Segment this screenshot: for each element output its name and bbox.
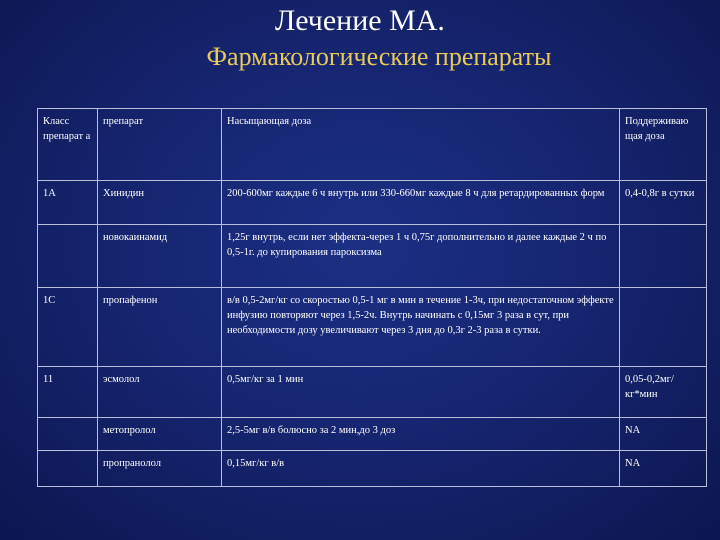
table-header-row (38, 109, 707, 181)
cell-drug: эсмолол (98, 367, 222, 418)
table-row (38, 181, 707, 225)
header-drug-class: Класс препарат а (38, 109, 98, 181)
cell-maintenance-dose: 0,4-0,8г в сутки (620, 181, 707, 225)
cell-loading-dose: 1,25г внутрь, если нет эффекта-через 1 ч 0,75г дополнительно и далее каждые 2 ч по 0,5-1г. до купирования пароксизма (222, 225, 620, 288)
table-row (38, 418, 707, 451)
cell-drug-class: 1С (38, 288, 98, 367)
header-maintenance-dose: Поддерживаю щая доза (620, 109, 707, 181)
cell-maintenance-dose: NA (620, 451, 707, 487)
cell-loading-dose: 0,5мг/кг за 1 мин (222, 367, 620, 418)
cell-drug-class (38, 418, 98, 451)
cell-loading-dose: в/в 0,5-2мг/кг со скоростью 0,5-1 мг в мин в течение 1-3ч, при недостаточном эффекте инфузию повторяют через 1,5-2ч. Внутрь начинать с 0,15мг 3 раза в сут, при необходимости дозу увеличивают через 3 дня до 0,3г 2-3 раза в сутки. (222, 288, 620, 367)
slide-title: Лечение МА. (275, 4, 445, 37)
slide-subtitle: Фармакологические препараты (206, 42, 552, 71)
header-loading-dose: Насыщающая доза (222, 109, 620, 181)
table-row (38, 451, 707, 487)
cell-loading-dose: 200-600мг каждые 6 ч внутрь или 330-660мг каждые 8 ч для ретардированных форм (222, 181, 620, 225)
cell-maintenance-dose: NA (620, 418, 707, 451)
cell-drug: пропранолол (98, 451, 222, 487)
cell-maintenance-dose (620, 225, 707, 288)
cell-maintenance-dose (620, 288, 707, 367)
cell-drug: Хинидин (98, 181, 222, 225)
header-drug: препарат (98, 109, 222, 181)
cell-drug-class (38, 451, 98, 487)
cell-drug-class: 11 (38, 367, 98, 418)
cell-loading-dose: 2,5-5мг в/в болюсно за 2 мин,до 3 доз (222, 418, 620, 451)
table-row (38, 367, 707, 418)
cell-drug: пропафенон (98, 288, 222, 367)
cell-drug: новокаинамид (98, 225, 222, 288)
table-row (38, 225, 707, 288)
drug-table (37, 108, 707, 487)
table-row (38, 288, 707, 367)
cell-drug-class: 1А (38, 181, 98, 225)
cell-maintenance-dose: 0,05-0,2мг/кг*мин (620, 367, 707, 418)
cell-drug-class (38, 225, 98, 288)
cell-loading-dose: 0,15мг/кг в/в (222, 451, 620, 487)
cell-drug: метопролол (98, 418, 222, 451)
